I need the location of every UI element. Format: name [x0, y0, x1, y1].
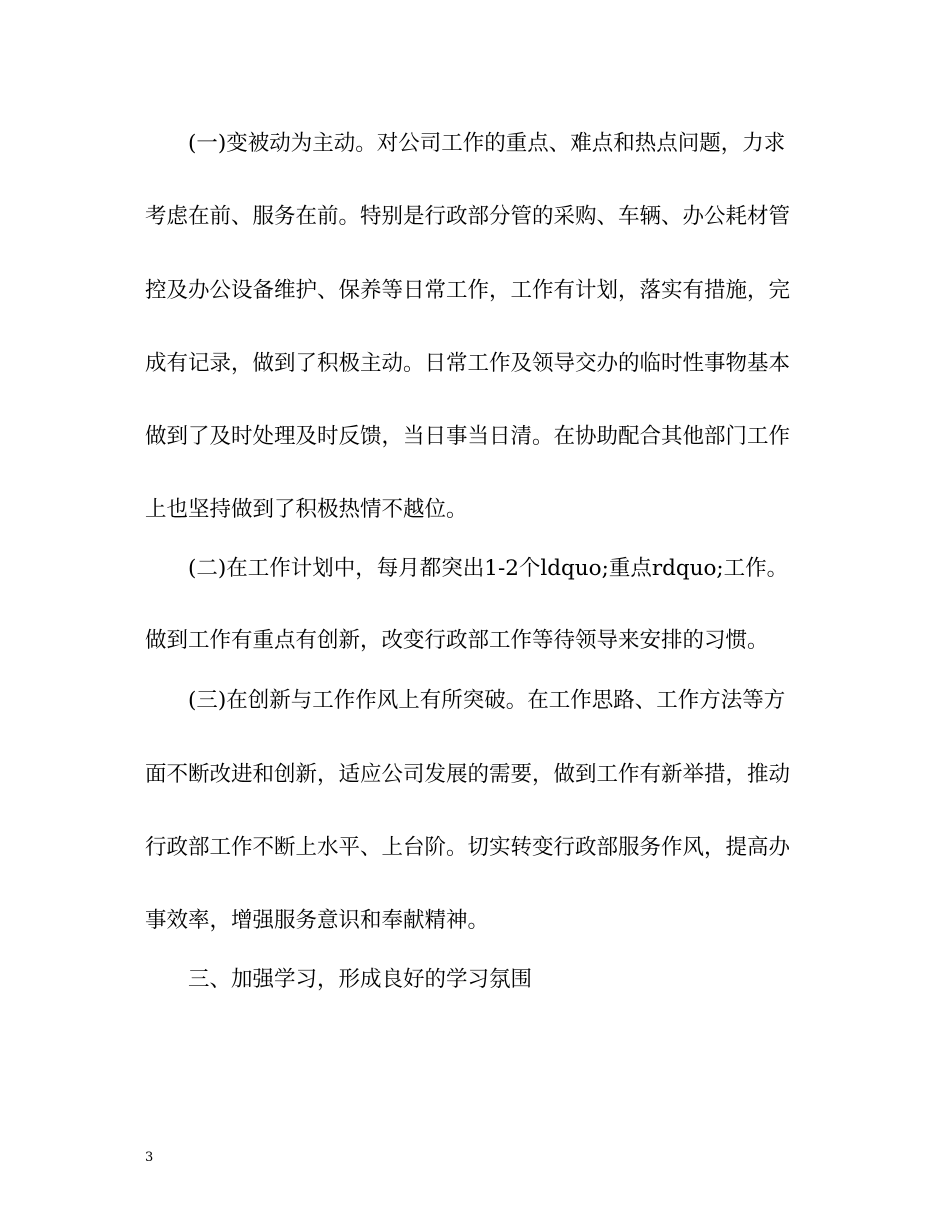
text-line-6: 上也坚持做到了积极热情不越位。: [145, 497, 468, 522]
section-heading: 三、加强学习，形成良好的学习氛围: [188, 967, 533, 992]
text-line-8: 做到工作有重点有创新，改变行政部工作等待领导来安排的习惯。: [145, 628, 769, 653]
text-line-4: 成有记录，做到了积极主动。日常工作及领导交办的临时性事物基本: [145, 351, 791, 376]
text-line-3: 控及办公设备维护、保养等日常工作，工作有计划，落实有措施，完: [145, 278, 791, 303]
text-line-2: 考虑在前、服务在前。特别是行政部分管的采购、车辆、办公耗材管: [145, 204, 791, 229]
text-line-5: 做到了及时处理及时反馈，当日事当日清。在协助配合其他部门工作: [145, 424, 791, 449]
text-line-9: (三)在创新与工作作风上有所突破。在工作思路、工作方法等方: [188, 688, 786, 713]
text-line-12: 事效率，增强服务意识和奉献精神。: [145, 908, 490, 933]
page-number: 3: [145, 1150, 154, 1165]
text-line-1: (一)变被动为主动。对公司工作的重点、难点和热点问题，力求: [188, 131, 786, 156]
text-line-7: (二)在工作计划中，每月都突出1-2个ldquo;重点rdquo;工作。: [188, 556, 789, 581]
text-line-11: 行政部工作不断上水平、上台阶。切实转变行政部服务作风，提高办: [145, 835, 791, 860]
text-line-10: 面不断改进和创新，适应公司发展的需要，做到工作有新举措，推动: [145, 762, 791, 787]
